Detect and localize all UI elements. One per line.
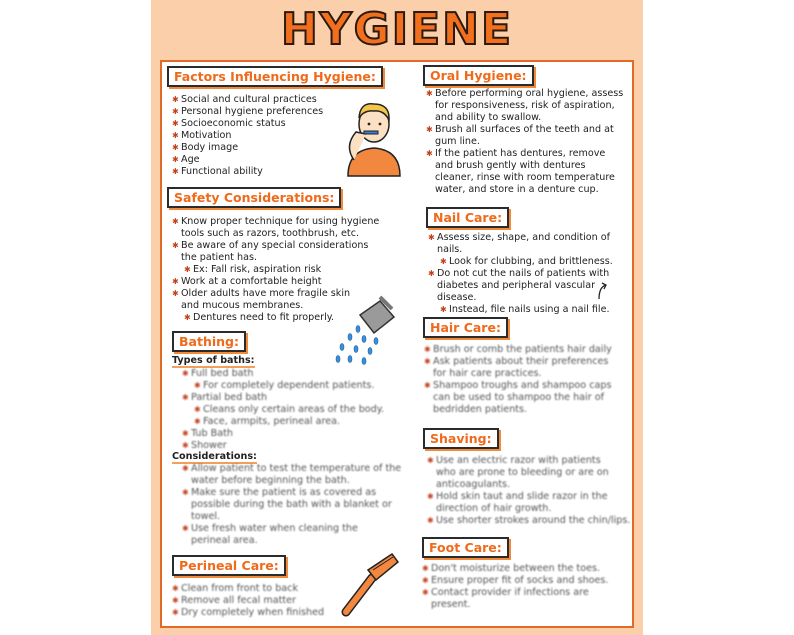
list-item: ✱ Work at a comfortable height	[172, 276, 379, 288]
list-subitem: ✱ Look for clubbing, and brittleness.	[428, 256, 613, 268]
shaving-list	[427, 455, 630, 527]
list-item: ✱ Full bed bath	[182, 368, 384, 380]
list-item-continued: towel.	[191, 511, 221, 522]
list-item: ✱ Brush all surfaces of the teeth and at	[426, 124, 623, 136]
list-subitem: ✱ For completely dependent patients.	[182, 380, 384, 392]
list-item: ✱ Motivation	[172, 130, 323, 142]
list-item-continued: perineal area.	[191, 535, 258, 546]
list-item-continued: diabetes and peripheral vascular	[437, 280, 596, 291]
list-item: ✱ Be aware of any special considerations	[172, 240, 379, 252]
list-item: ✱ Tub Bath	[182, 428, 384, 440]
bath-types-list	[182, 368, 384, 452]
list-item-continued: for responsiveness, risk of aspiration,	[435, 100, 615, 111]
list-item: ✱ Hold skin taut and slide razor in the	[427, 491, 630, 503]
list-item: ✱ Don't moisturize between the toes.	[422, 563, 608, 575]
list-item: ✱ Older adults have more fragile skin	[172, 288, 379, 300]
list-item: ✱ Contact provider if infections are	[422, 587, 608, 599]
list-item-continued: water before beginning the bath.	[191, 475, 350, 486]
razor-icon	[340, 548, 400, 616]
shaving-heading: Shaving:	[423, 428, 499, 449]
foot-list	[422, 563, 608, 611]
person-brushing-teeth-icon	[340, 98, 410, 176]
foot-heading: Foot Care:	[422, 537, 509, 558]
list-item: ✱ Personal hygiene preferences	[172, 106, 323, 118]
list-item-continued: nails.	[437, 244, 463, 255]
bath-considerations-list	[182, 463, 401, 547]
list-item: ✱ Before performing oral hygiene, assess	[426, 88, 623, 100]
list-item-continued: the patient has.	[181, 252, 257, 263]
factors-list	[172, 94, 323, 178]
list-item-continued: and mucous membranes.	[181, 300, 304, 311]
types-of-baths-label: Types of baths:	[172, 355, 255, 366]
nail-list	[428, 232, 613, 316]
page-title: HYGIENE	[280, 4, 514, 55]
list-item: ✱ Ensure proper fit of socks and shoes.	[422, 575, 608, 587]
list-item-continued: who are prone to bleeding or are on	[436, 467, 609, 478]
list-item-continued: anticoagulants.	[436, 479, 511, 490]
list-item-continued: present.	[431, 599, 471, 610]
list-item: ✱ Age	[172, 154, 323, 166]
list-subitem: ✱ Face, armpits, perineal area.	[182, 416, 384, 428]
oral-list	[426, 88, 623, 196]
hair-heading: Hair Care:	[423, 317, 508, 338]
oral-heading: Oral Hygiene:	[423, 65, 534, 86]
list-item: ✱ Socioeconomic status	[172, 118, 323, 130]
list-item: ✱ Partial bed bath	[182, 392, 384, 404]
list-item-continued: and ability to swallow.	[435, 112, 542, 123]
list-item: ✱ Brush or comb the patients hair daily	[424, 344, 612, 356]
list-item: ✱ Shower	[182, 440, 384, 452]
list-item-continued: for hair care practices.	[433, 368, 542, 379]
list-item: ✱ Allow patient to test the temperature of the	[182, 463, 401, 475]
list-item: ✱ Functional ability	[172, 166, 323, 178]
list-item-continued: can be used to shampoo the hair of	[433, 392, 604, 403]
list-item: ✱ Use fresh water when cleaning the	[182, 523, 401, 535]
list-item: ✱ Assess size, shape, and condition of	[428, 232, 613, 244]
list-item: ✱ Shampoo troughs and shampoo caps	[424, 380, 612, 392]
bathing-heading: Bathing:	[172, 331, 246, 352]
list-item: ✱ Body image	[172, 142, 323, 154]
hair-list	[424, 344, 612, 416]
list-subitem: ✱ Cleans only certain areas of the body.	[182, 404, 384, 416]
list-item-continued: and brush gently with dentures	[435, 160, 586, 171]
nail-heading: Nail Care:	[426, 207, 509, 228]
list-item: ✱ Remove all fecal matter	[172, 595, 324, 607]
list-subitem: ✱ Ex: Fall risk, aspiration risk	[172, 264, 379, 276]
list-item: ✱ Clean from front to back	[172, 583, 324, 595]
list-item: ✱ If the patient has dentures, remove	[426, 148, 623, 160]
list-subitem: ✱ Instead, file nails using a nail file.	[428, 304, 613, 316]
list-item-continued: disease.	[437, 292, 477, 303]
list-item: ✱ Dry completely when finished	[172, 607, 324, 619]
considerations-label: Considerations:	[172, 451, 257, 462]
list-item-continued: direction of hair growth.	[436, 503, 552, 514]
list-item: ✱ Use an electric razor with patients	[427, 455, 630, 467]
list-subitem: ✱ Dentures need to fit properly.	[172, 312, 379, 324]
list-item: ✱ Do not cut the nails of patients with	[428, 268, 613, 280]
list-item: ✱ Social and cultural practices	[172, 94, 323, 106]
curved-arrow-icon	[596, 281, 610, 301]
shower-head-icon	[330, 295, 410, 365]
list-item-continued: gum line.	[435, 136, 480, 147]
list-item: ✱ Make sure the patient is as covered as	[182, 487, 401, 499]
perineal-list	[172, 583, 324, 619]
list-item-continued: tools such as razors, toothbrush, etc.	[181, 228, 360, 239]
list-item-continued: water, and store in a denture cup.	[435, 184, 599, 195]
list-item: ✱ Ask patients about their preferences	[424, 356, 612, 368]
list-item-continued: bedridden patients.	[433, 404, 528, 415]
perineal-heading: Perineal Care:	[172, 555, 286, 576]
list-item-continued: cleaner, rinse with room temperature	[435, 172, 615, 183]
factors-heading: Factors Influencing Hygiene:	[167, 66, 383, 87]
safety-heading: Safety Considerations:	[167, 187, 341, 208]
list-item-continued: possible during the bath with a blanket or	[191, 499, 392, 510]
list-item: ✱ Use shorter strokes around the chin/lips.	[427, 515, 630, 527]
list-item: ✱ Know proper technique for using hygiene	[172, 216, 379, 228]
